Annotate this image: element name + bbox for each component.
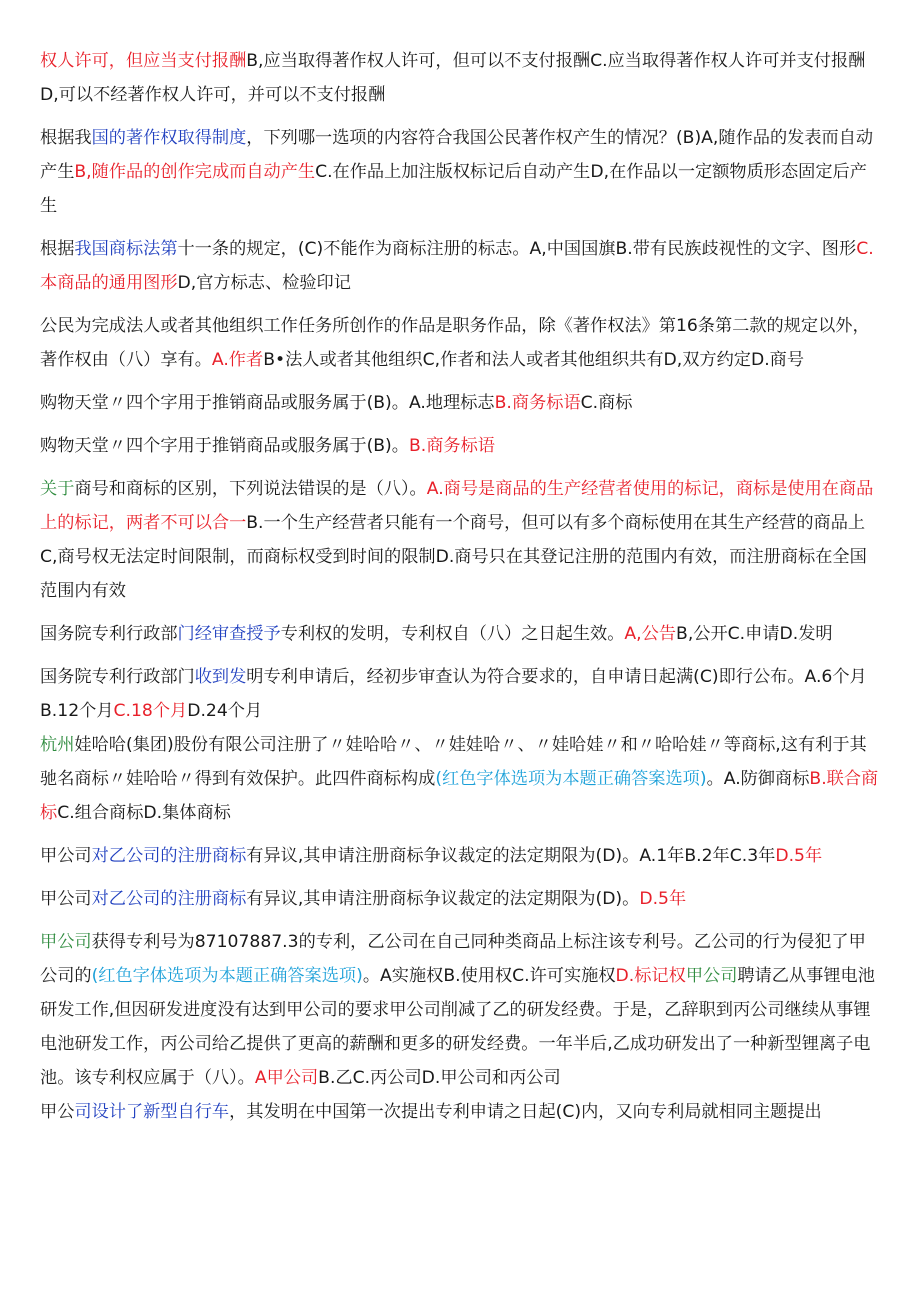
text-segment: 明专利申请后，经初步审查认为符合要求的，自申请日起满(C)即行公布。A.6个月B.12个月 <box>40 667 867 721</box>
paragraph-p12 <box>40 882 880 916</box>
text-segment: 有异议,其申请注册商标争议裁定的法定期限为(D)。A.1年B.2年C.3年 <box>246 846 776 866</box>
text-segment: A.商号是商品的生产经营者使用的标记，商标是使用在商品上的标记，两者不可以合一 <box>40 479 874 533</box>
text-segment: 商号和商标的区别，下列说法错误的是（八）。 <box>74 479 427 499</box>
paragraph-p13 <box>40 925 880 1095</box>
text-segment: 购物天堂〃四个字用于推销商品或服务属于(B)。 <box>40 436 409 456</box>
text-segment: 国务院专利行政部 <box>40 624 178 644</box>
paragraph-p14 <box>40 1095 880 1129</box>
text-segment: B•法人或者其他组织C,作者和法人或者其他组织共有D,双方约定D.商号 <box>263 350 805 370</box>
text-segment: 公民为完成法人或者其他组织工作任务所创作的作品是职务作品，除《著作权法》第16条第二款的规定以外，著作权由（八）享有。 <box>40 316 870 370</box>
text-segment: 杭州 <box>40 735 75 755</box>
text-segment: 甲公司 <box>40 889 92 909</box>
text-segment: D.5年 <box>775 846 823 866</box>
text-segment: D,官方标志、检验印记 <box>177 273 351 293</box>
paragraph-p2 <box>40 121 880 223</box>
paragraph-p3 <box>40 232 880 300</box>
paragraph-p10 <box>40 728 880 830</box>
text-segment: B.联合商标 <box>40 769 879 823</box>
text-segment: 专利权的发明，专利权自（八）之日起生效。 <box>280 624 625 644</box>
text-segment: (红色字体选项为本题正确答案选项) <box>435 769 707 789</box>
text-segment: 国的著作权取得制度 <box>91 128 247 148</box>
text-segment: 对乙公司的注册商标 <box>91 846 247 866</box>
paragraph-p6 <box>40 429 880 463</box>
text-segment: (红色字体选项为本题正确答案选项) <box>91 966 363 986</box>
paragraph-p1 <box>40 44 880 112</box>
text-segment: 十一条的规定，(C)不能作为商标注册的标志。A,中国国旗B.带有民族歧视性的文字、图形 <box>177 239 857 259</box>
text-segment: 有异议,其申请注册商标争议裁定的法定期限为(D)。 <box>246 889 640 909</box>
text-segment: 关于 <box>40 479 75 499</box>
text-segment: 。A.防御商标 <box>706 769 810 789</box>
text-segment: C.商标 <box>580 393 633 413</box>
text-segment: B,应当取得著作权人许可，但可以不支付报酬C.应当取得著作权人许可并支付报酬D,可以不经著作权人许可，并可以不支付报酬 <box>40 51 866 105</box>
text-segment: D.24个月 <box>187 701 263 721</box>
paragraph-p7 <box>40 472 880 608</box>
text-segment: 甲公司 <box>40 932 92 952</box>
paragraph-p8 <box>40 617 880 651</box>
text-segment: 甲公 <box>40 1102 75 1122</box>
text-segment: 门经审查授予 <box>177 624 281 644</box>
text-segment: C.组合商标D.集体商标 <box>57 803 231 823</box>
text-segment: C.在作品上加注版权标记后自动产生D,在作品以一定额物质形态固定后产生 <box>40 162 867 216</box>
text-segment: ，下列哪一选项的内容符合我国公民著作权产生的情况？(B)A,随作品的发表而自动产生 <box>40 128 874 182</box>
text-segment: 权人许可，但应当支付报酬 <box>40 51 247 71</box>
text-segment: A甲公司 <box>254 1068 319 1088</box>
text-segment: A,公告 <box>624 624 677 644</box>
text-segment: B,公开C.申请D.发明 <box>676 624 833 644</box>
text-segment: D.5年 <box>639 889 687 909</box>
paragraph-p11 <box>40 839 880 873</box>
text-segment: B.商务标语 <box>408 436 495 456</box>
text-segment: 娃哈哈(集团)股份有限公司注册了〃娃哈哈〃、〃娃娃哈〃、〃娃哈娃〃和〃哈哈娃〃等商标,这有利于其驰名商标〃娃哈哈〃得到有效保护。此四件商标构成 <box>40 735 867 789</box>
text-segment: 根据我 <box>40 128 92 148</box>
text-segment: 购物天堂〃四个字用于推销商品或服务属于(B)。A.地理标志 <box>40 393 495 413</box>
text-segment: 司设计了新型自行车 <box>74 1102 230 1122</box>
text-segment: ，其发明在中国第一次提出专利申请之日起(C)内，又向专利局就相同主题提出 <box>229 1102 822 1122</box>
text-segment: B.一个生产经营者只能有一个商号，但可以有多个商标使用在其生产经营的商品上C,商号权无法定时间限制，而商标权受到时间的限制D.商号只在其登记注册的范围内有效，而注册商标在全国范围内有效 <box>40 513 867 601</box>
text-segment: 根据 <box>40 239 75 259</box>
text-segment: C.本商品的通用图形 <box>40 239 874 293</box>
text-segment: C.18个月 <box>113 701 188 721</box>
text-segment: 甲公司 <box>40 846 92 866</box>
text-segment: 对乙公司的注册商标 <box>91 889 247 909</box>
text-segment: B.乙C.丙公司D.甲公司和丙公司 <box>318 1068 561 1088</box>
paragraph-p5 <box>40 386 880 420</box>
paragraph-p4 <box>40 309 880 377</box>
text-segment: 甲公司 <box>685 966 738 986</box>
text-segment: 收到发 <box>194 667 247 687</box>
text-segment: B,随作品的创作完成而自动产生 <box>74 162 316 182</box>
text-segment: 我国商标法第 <box>74 239 178 259</box>
paragraph-p9 <box>40 660 880 728</box>
text-segment: 获得专利号为87107887.3的专利，乙公司在自己同种类商品上标注该专利号。乙公司的行为侵犯了甲公司的 <box>40 932 866 986</box>
text-segment: 。A实施权B.使用权C.许可实施权 <box>362 966 616 986</box>
text-segment: 国务院专利行政部门 <box>40 667 195 687</box>
text-segment: B.商务标语 <box>494 393 581 413</box>
text-segment: 聘请乙从事锂电池研发工作,但因研发进度没有达到甲公司的要求甲公司削减了乙的研发经费。于是，乙辞职到丙公司继续从事锂电池研发工作，丙公司给乙提供了更高的薪酬和更多的研发经费。一年半后,乙成功研发出了一种新型锂离子电池。该专利权应属于（八）。 <box>40 966 875 1088</box>
text-segment: D.标记权 <box>615 966 686 986</box>
text-segment: A.作者 <box>211 350 264 370</box>
